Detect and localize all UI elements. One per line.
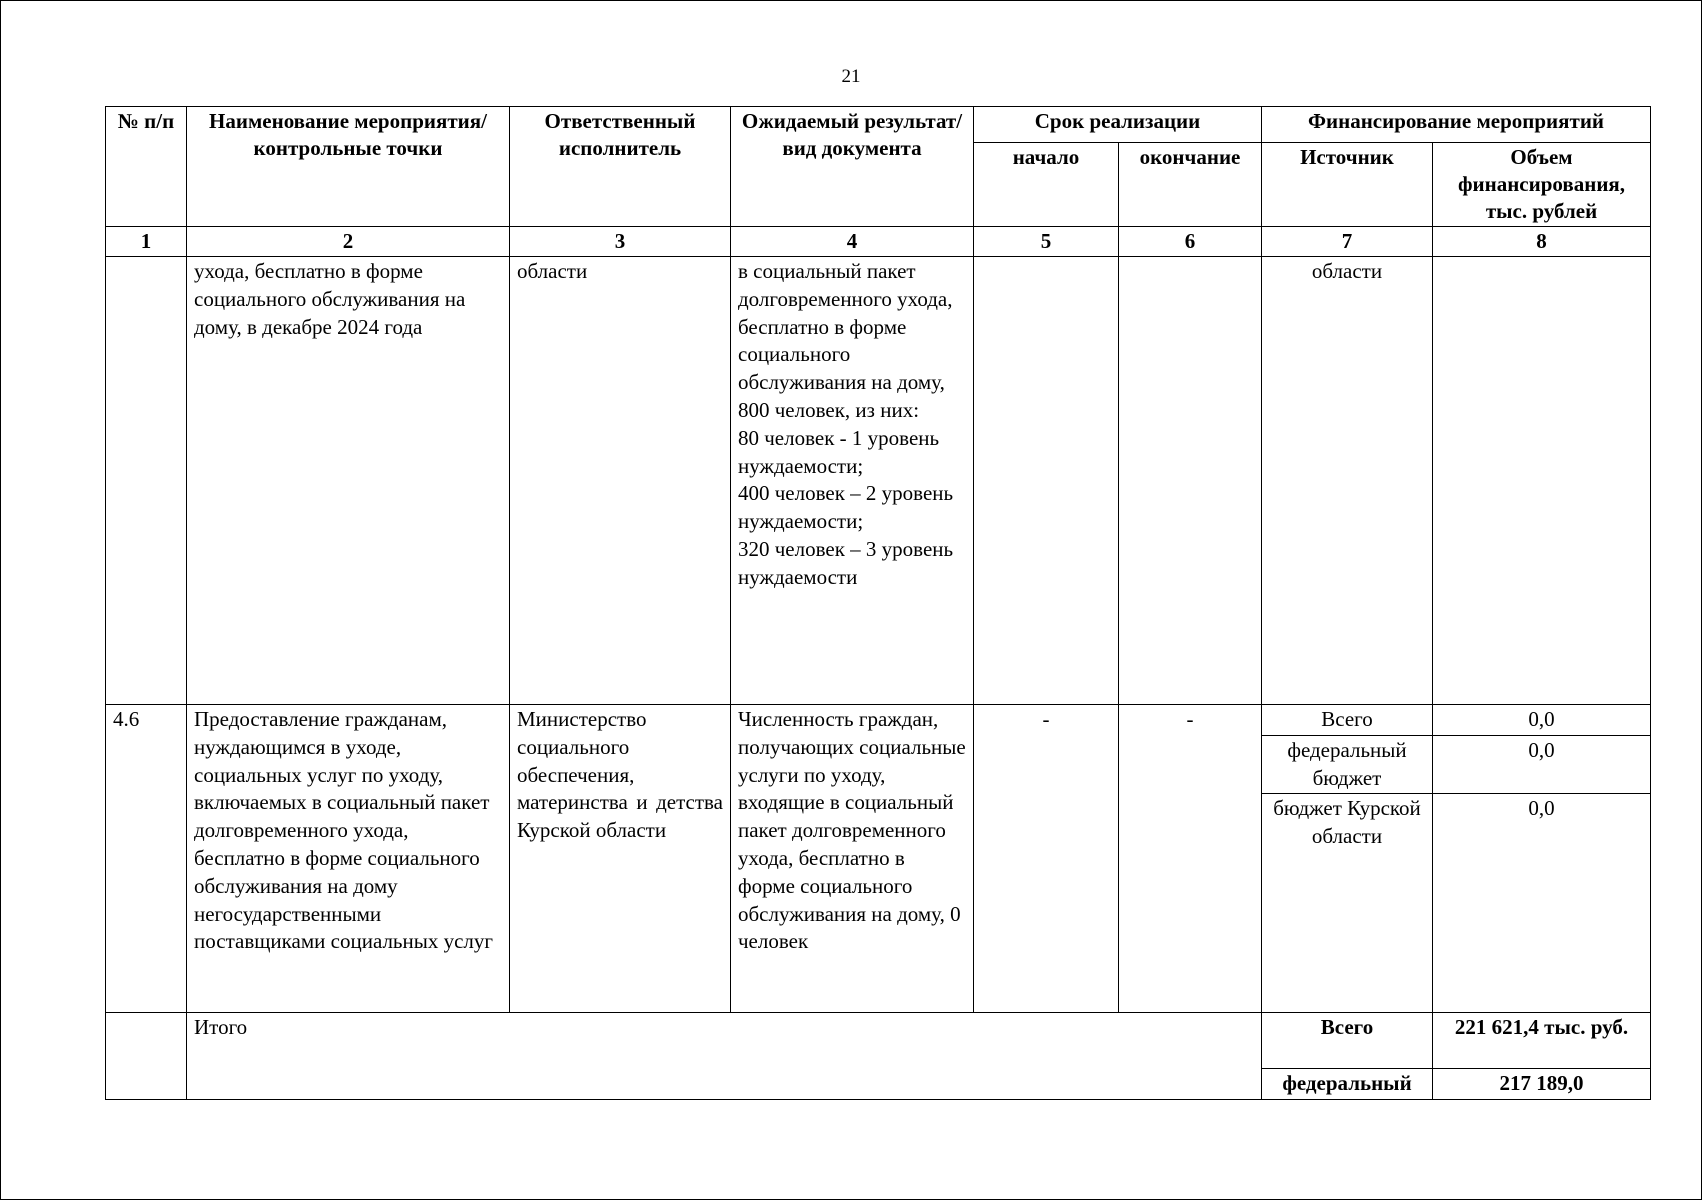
column-number: 7 [1262,227,1433,257]
row-end: - [1119,705,1262,1013]
row-start: - [974,705,1119,1013]
row-name: ухода, бесплатно в форме социального обслуживания на дому, в декабре 2024 года [187,257,510,705]
row-executor: области [510,257,731,705]
header-start: начало [974,143,1119,227]
amount-federal: 0,0 [1433,735,1650,793]
total-label: Итого [187,1013,1262,1100]
table-row-4-6 [106,705,1651,1013]
row-amount [1433,257,1651,705]
row-source: области [1262,257,1433,705]
table-row-continued [106,257,1651,705]
row-num [106,257,187,705]
row-name: Предоставление гражданам, нуждающимся в уходе, социальных услуг по уходу, включаемых в социальный пакет долговременного ухода, бесплатно в форме социального обслуживания на дому негосударственными поставщиками социальных услуг [187,705,510,1013]
header-amount: Объем финансирования, тыс. рублей [1433,143,1651,227]
result-level-2: 400 человек – 2 уровень нуждаемости; [738,481,954,534]
header-executor: Ответственный исполнитель [510,107,731,227]
total-amount-federal: 217 189,0 [1433,1068,1650,1099]
row-num: 4.6 [106,705,187,1013]
total-sources [1262,1013,1433,1100]
row-result: Численность граждан, получающих социальные услуги по уходу, входящие в социальный пакет долговременного ухода, бесплатно в форме социального обслуживания на дому, 0 человек [731,705,974,1013]
total-source-all: Всего [1320,1015,1374,1039]
row-end [1119,257,1262,705]
result-level-3: 320 человек – 3 уровень нуждаемости [738,536,954,589]
amount-regional: 0,0 [1433,793,1650,824]
row-start [974,257,1119,705]
column-number: 2 [187,227,510,257]
header-name: Наименование мероприятия/контрольные точки [187,107,510,227]
source-regional: бюджет Курской области [1262,793,1432,852]
total-amounts [1433,1013,1651,1100]
row-result [731,257,974,705]
measures-table [105,106,1651,1100]
header-row-1 [106,107,1651,143]
column-numbers-row [106,227,1651,257]
column-number: 3 [510,227,731,257]
row-amounts [1433,705,1651,1013]
total-num [106,1013,187,1100]
column-number: 4 [731,227,974,257]
table-row-total [106,1013,1651,1100]
column-number: 8 [1433,227,1651,257]
header-financing-group: Финансирование мероприятий [1262,107,1651,143]
column-number: 5 [974,227,1119,257]
result-level-1: 80 человек - 1 уровень нуждаемости; [738,425,940,478]
header-end: окончание [1119,143,1262,227]
page-number: 21 [841,66,861,87]
row-executor: Министерство социального обеспечения, материнства и детства Курской области [510,705,731,1013]
total-amount-all: 221 621,4 тыс. руб. [1454,1015,1629,1039]
header-term-group: Срок реализации [974,107,1262,143]
source-total: Всего [1321,707,1373,731]
source-federal: федеральный бюджет [1262,735,1432,794]
header-source: Источник [1262,143,1433,227]
row-sources [1262,705,1433,1013]
total-source-federal: федеральный [1262,1068,1432,1099]
amount-total: 0,0 [1528,707,1555,731]
header-num: № п/п [106,107,187,227]
result-text: в социальный пакет долговременного ухода, бесплатно в форме социального обслуживания на дому, 800 человек, из них: [738,259,953,422]
column-number: 6 [1119,227,1262,257]
column-number: 1 [106,227,187,257]
header-result: Ожидаемый результат/вид документа [731,107,974,227]
